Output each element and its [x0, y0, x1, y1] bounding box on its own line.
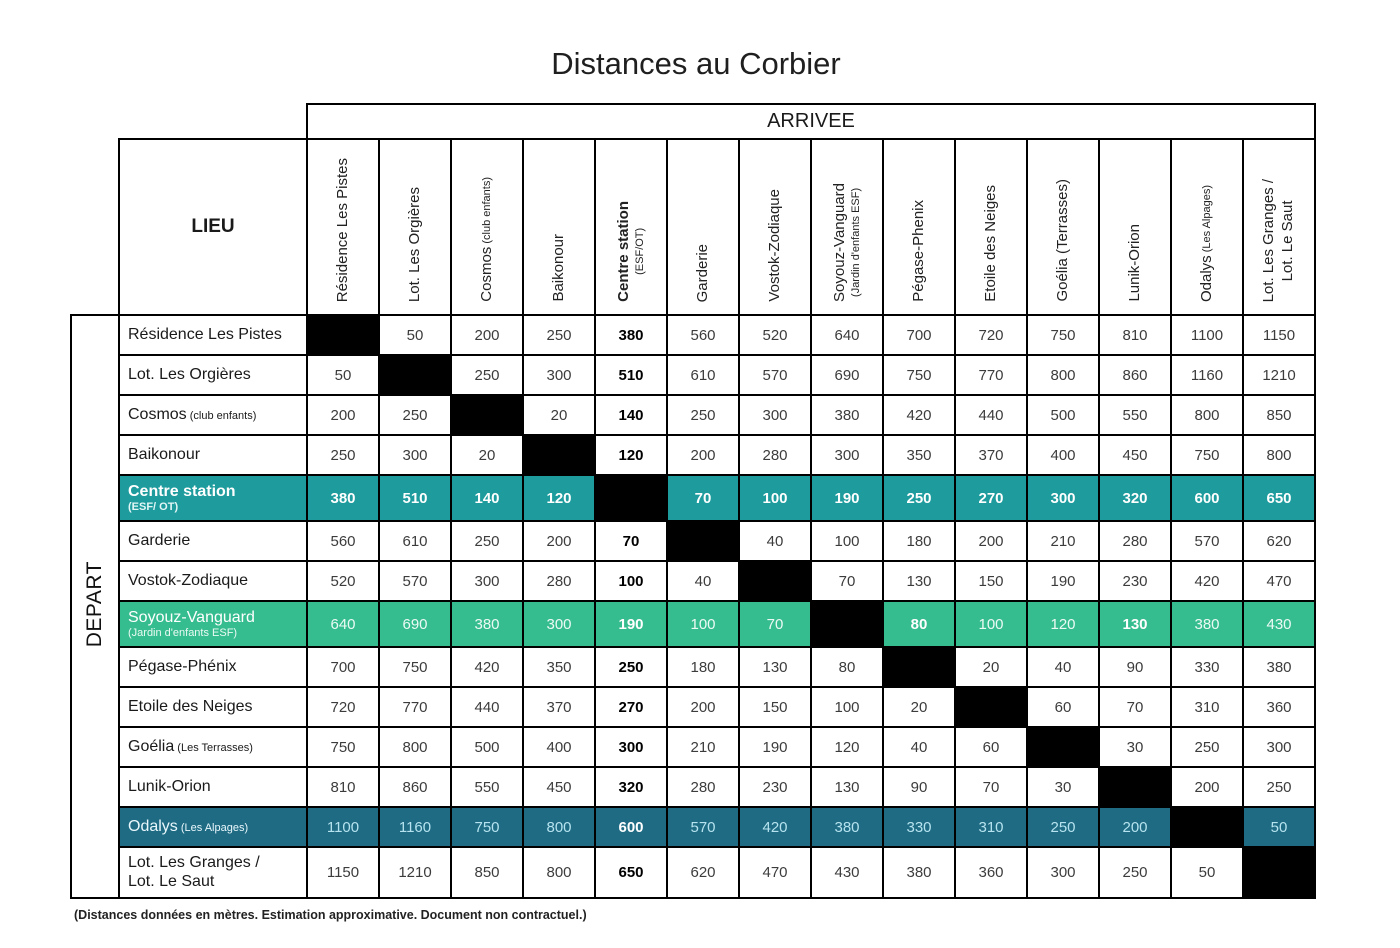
matrix-cell: 100 [595, 561, 667, 601]
matrix-cell: 560 [307, 521, 379, 561]
matrix-cell: 500 [1027, 395, 1099, 435]
matrix-cell: 800 [1171, 395, 1243, 435]
matrix-cell: 50 [307, 355, 379, 395]
table-row [71, 767, 1315, 807]
column-header-14: Lot. Les Granges / Lot. Le Saut [1243, 139, 1315, 315]
row-label: Garderie [119, 521, 307, 561]
corner-spacer [71, 139, 119, 315]
diagonal-cell [1171, 807, 1243, 847]
matrix-cell: 810 [1099, 315, 1171, 355]
matrix-cell: 120 [811, 727, 883, 767]
matrix-cell: 300 [811, 435, 883, 475]
matrix-cell: 100 [739, 475, 811, 521]
row-label: Odalys (Les Alpages) [119, 807, 307, 847]
matrix-cell: 380 [883, 847, 955, 898]
footnote: (Distances données en mètres. Estimation approximative. Document non contractuel.) [74, 908, 587, 922]
matrix-cell: 550 [1099, 395, 1171, 435]
row-label: Goélia (Les Terrasses) [119, 727, 307, 767]
matrix-cell: 300 [379, 435, 451, 475]
matrix-cell: 190 [595, 601, 667, 647]
matrix-cell: 1210 [1243, 355, 1315, 395]
matrix-cell: 1100 [307, 807, 379, 847]
diagonal-cell [1099, 767, 1171, 807]
matrix-cell: 270 [955, 475, 1027, 521]
matrix-cell: 40 [667, 561, 739, 601]
matrix-cell: 300 [595, 727, 667, 767]
matrix-cell: 750 [451, 807, 523, 847]
matrix-cell: 700 [883, 315, 955, 355]
matrix-cell: 30 [1099, 727, 1171, 767]
column-header-8: Soyouz-Vanguard (Jardin d'enfants ESF) [811, 139, 883, 315]
matrix-cell: 420 [883, 395, 955, 435]
matrix-cell: 860 [1099, 355, 1171, 395]
matrix-cell: 560 [667, 315, 739, 355]
matrix-cell: 1100 [1171, 315, 1243, 355]
matrix-cell: 250 [451, 355, 523, 395]
matrix-cell: 250 [523, 315, 595, 355]
column-header-10: Etoile des Neiges [955, 139, 1027, 315]
matrix-cell: 470 [1243, 561, 1315, 601]
matrix-cell: 190 [1027, 561, 1099, 601]
row-label: Lot. Les Orgières [119, 355, 307, 395]
matrix-cell: 70 [667, 475, 739, 521]
matrix-cell: 250 [451, 521, 523, 561]
matrix-cell: 310 [1171, 687, 1243, 727]
page-title: Distances au Corbier [551, 46, 841, 81]
matrix-cell: 370 [523, 687, 595, 727]
matrix-cell: 200 [1099, 807, 1171, 847]
matrix-cell: 250 [595, 647, 667, 687]
matrix-cell: 180 [667, 647, 739, 687]
matrix-cell: 800 [379, 727, 451, 767]
matrix-cell: 120 [595, 435, 667, 475]
matrix-cell: 450 [523, 767, 595, 807]
matrix-cell: 770 [379, 687, 451, 727]
column-header-2: Lot. Les Orgières [379, 139, 451, 315]
matrix-cell: 750 [1027, 315, 1099, 355]
matrix-cell: 320 [1099, 475, 1171, 521]
arrivee-row [71, 104, 1315, 139]
matrix-cell: 1160 [1171, 355, 1243, 395]
matrix-cell: 440 [451, 687, 523, 727]
matrix-cell: 420 [451, 647, 523, 687]
matrix-cell: 20 [955, 647, 1027, 687]
matrix-cell: 550 [451, 767, 523, 807]
matrix-cell: 360 [955, 847, 1027, 898]
matrix-cell: 100 [667, 601, 739, 647]
table-row [71, 847, 1315, 898]
matrix-cell: 500 [451, 727, 523, 767]
matrix-cell: 280 [1099, 521, 1171, 561]
matrix-cell: 520 [307, 561, 379, 601]
table-row [71, 727, 1315, 767]
table-row [71, 601, 1315, 647]
diagonal-cell [1243, 847, 1315, 898]
diagonal-cell [955, 687, 1027, 727]
matrix-cell: 280 [523, 561, 595, 601]
row-label: Baikonour [119, 435, 307, 475]
matrix-cell: 430 [811, 847, 883, 898]
matrix-cell: 270 [595, 687, 667, 727]
matrix-cell: 50 [379, 315, 451, 355]
matrix-cell: 40 [883, 727, 955, 767]
matrix-cell: 350 [883, 435, 955, 475]
diagonal-cell [883, 647, 955, 687]
matrix-cell: 130 [811, 767, 883, 807]
matrix-cell: 640 [307, 601, 379, 647]
matrix-cell: 350 [523, 647, 595, 687]
matrix-cell: 440 [955, 395, 1027, 435]
matrix-cell: 130 [1099, 601, 1171, 647]
matrix-cell: 190 [739, 727, 811, 767]
matrix-cell: 20 [883, 687, 955, 727]
column-header-4: Baikonour [523, 139, 595, 315]
matrix-cell: 420 [739, 807, 811, 847]
column-header-13: Odalys (Les Alpages) [1171, 139, 1243, 315]
matrix-cell: 190 [811, 475, 883, 521]
matrix-cell: 300 [739, 395, 811, 435]
row-label: Pégase-Phénix [119, 647, 307, 687]
row-label: Vostok-Zodiaque [119, 561, 307, 601]
matrix-cell: 800 [1243, 435, 1315, 475]
matrix-cell: 200 [1171, 767, 1243, 807]
matrix-cell: 600 [1171, 475, 1243, 521]
matrix-cell: 250 [379, 395, 451, 435]
matrix-cell: 280 [667, 767, 739, 807]
matrix-cell: 800 [1027, 355, 1099, 395]
matrix-cell: 720 [955, 315, 1027, 355]
lieu-header: LIEU [119, 139, 307, 315]
matrix-cell: 200 [307, 395, 379, 435]
row-label: Centre station (ESF/ OT) [119, 475, 307, 521]
matrix-cell: 850 [1243, 395, 1315, 435]
matrix-cell: 860 [379, 767, 451, 807]
arrivee-header: ARRIVEE [307, 104, 1315, 139]
matrix-cell: 200 [523, 521, 595, 561]
matrix-cell: 300 [1027, 475, 1099, 521]
diagonal-cell [1027, 727, 1099, 767]
matrix-cell: 750 [379, 647, 451, 687]
matrix-cell: 70 [739, 601, 811, 647]
column-header-12: Lunik-Orion [1099, 139, 1171, 315]
matrix-cell: 250 [667, 395, 739, 435]
column-header-11: Goélia (Terrasses) [1027, 139, 1099, 315]
depart-header: DEPART [71, 315, 119, 898]
matrix-cell: 100 [811, 521, 883, 561]
matrix-cell: 300 [523, 601, 595, 647]
matrix-cell: 380 [451, 601, 523, 647]
column-header-row [71, 139, 1315, 315]
diagonal-cell [523, 435, 595, 475]
matrix-cell: 250 [1099, 847, 1171, 898]
matrix-cell: 1150 [307, 847, 379, 898]
matrix-cell: 280 [739, 435, 811, 475]
matrix-cell: 300 [1027, 847, 1099, 898]
diagonal-cell [307, 315, 379, 355]
matrix-cell: 750 [307, 727, 379, 767]
matrix-cell: 90 [883, 767, 955, 807]
matrix-cell: 1150 [1243, 315, 1315, 355]
matrix-cell: 640 [811, 315, 883, 355]
matrix-cell: 250 [1027, 807, 1099, 847]
matrix-cell: 150 [739, 687, 811, 727]
matrix-cell: 620 [1243, 521, 1315, 561]
diagonal-cell [595, 475, 667, 521]
matrix-cell: 770 [955, 355, 1027, 395]
matrix-cell: 570 [739, 355, 811, 395]
table-row [71, 315, 1315, 355]
matrix-cell: 450 [1099, 435, 1171, 475]
matrix-cell: 230 [739, 767, 811, 807]
corner-spacer [71, 104, 307, 139]
matrix-cell: 250 [1243, 767, 1315, 807]
row-label: Lunik-Orion [119, 767, 307, 807]
matrix-cell: 50 [1171, 847, 1243, 898]
matrix-cell: 430 [1243, 601, 1315, 647]
matrix-cell: 20 [523, 395, 595, 435]
matrix-cell: 380 [1171, 601, 1243, 647]
matrix-cell: 130 [739, 647, 811, 687]
matrix-cell: 250 [307, 435, 379, 475]
matrix-cell: 380 [1243, 647, 1315, 687]
table-row [71, 521, 1315, 561]
diagonal-cell [451, 395, 523, 435]
matrix-cell: 120 [1027, 601, 1099, 647]
matrix-cell: 90 [1099, 647, 1171, 687]
matrix-cell: 370 [955, 435, 1027, 475]
matrix-cell: 800 [523, 847, 595, 898]
column-header-6: Garderie [667, 139, 739, 315]
table-row [71, 475, 1315, 521]
matrix-cell: 690 [811, 355, 883, 395]
diagonal-cell [811, 601, 883, 647]
matrix-cell: 200 [667, 435, 739, 475]
column-header-9: Pégase-Phenix [883, 139, 955, 315]
matrix-cell: 60 [1027, 687, 1099, 727]
matrix-cell: 250 [1171, 727, 1243, 767]
column-header-3: Cosmos (club enfants) [451, 139, 523, 315]
matrix-cell: 70 [595, 521, 667, 561]
matrix-cell: 230 [1099, 561, 1171, 601]
matrix-cell: 570 [667, 807, 739, 847]
matrix-cell: 40 [739, 521, 811, 561]
diagonal-cell [739, 561, 811, 601]
table-row [71, 687, 1315, 727]
matrix-cell: 610 [379, 521, 451, 561]
matrix-cell: 210 [667, 727, 739, 767]
matrix-cell: 20 [451, 435, 523, 475]
row-label: Cosmos (club enfants) [119, 395, 307, 435]
matrix-cell: 70 [811, 561, 883, 601]
matrix-cell: 200 [451, 315, 523, 355]
matrix-cell: 100 [955, 601, 1027, 647]
matrix-cell: 200 [955, 521, 1027, 561]
matrix-cell: 80 [811, 647, 883, 687]
column-header-7: Vostok-Zodiaque [739, 139, 811, 315]
matrix-cell: 310 [955, 807, 1027, 847]
table-row [71, 395, 1315, 435]
matrix-cell: 570 [1171, 521, 1243, 561]
matrix-cell: 380 [595, 315, 667, 355]
matrix-cell: 510 [379, 475, 451, 521]
matrix-cell: 850 [451, 847, 523, 898]
matrix-cell: 250 [883, 475, 955, 521]
matrix-cell: 570 [379, 561, 451, 601]
distance-matrix-table [70, 103, 1316, 899]
matrix-cell: 140 [451, 475, 523, 521]
matrix-cell: 300 [1243, 727, 1315, 767]
matrix-cell: 80 [883, 601, 955, 647]
table-row [71, 561, 1315, 601]
table-row [71, 647, 1315, 687]
matrix-cell: 300 [451, 561, 523, 601]
row-label: Résidence Les Pistes [119, 315, 307, 355]
matrix-cell: 720 [307, 687, 379, 727]
matrix-cell: 380 [307, 475, 379, 521]
diagonal-cell [379, 355, 451, 395]
matrix-cell: 300 [523, 355, 595, 395]
matrix-cell: 750 [1171, 435, 1243, 475]
matrix-cell: 600 [595, 807, 667, 847]
matrix-cell: 70 [1099, 687, 1171, 727]
matrix-cell: 70 [955, 767, 1027, 807]
matrix-cell: 610 [667, 355, 739, 395]
matrix-cell: 200 [667, 687, 739, 727]
table-row [71, 435, 1315, 475]
matrix-cell: 520 [739, 315, 811, 355]
row-label: Etoile des Neiges [119, 687, 307, 727]
matrix-cell: 50 [1243, 807, 1315, 847]
matrix-cell: 650 [595, 847, 667, 898]
column-header-1: Résidence Les Pistes [307, 139, 379, 315]
matrix-cell: 810 [307, 767, 379, 807]
matrix-cell: 400 [523, 727, 595, 767]
matrix-cell: 120 [523, 475, 595, 521]
row-label: Lot. Les Granges / Lot. Le Saut [119, 847, 307, 898]
table-row [71, 355, 1315, 395]
matrix-cell: 420 [1171, 561, 1243, 601]
matrix-cell: 470 [739, 847, 811, 898]
matrix-cell: 330 [883, 807, 955, 847]
matrix-cell: 180 [883, 521, 955, 561]
matrix-cell: 360 [1243, 687, 1315, 727]
matrix-cell: 30 [1027, 767, 1099, 807]
matrix-cell: 210 [1027, 521, 1099, 561]
row-label: Soyouz-Vanguard (Jardin d'enfants ESF) [119, 601, 307, 647]
diagonal-cell [667, 521, 739, 561]
matrix-cell: 100 [811, 687, 883, 727]
matrix-cell: 750 [883, 355, 955, 395]
matrix-cell: 510 [595, 355, 667, 395]
matrix-cell: 60 [955, 727, 1027, 767]
matrix-cell: 700 [307, 647, 379, 687]
matrix-cell: 380 [811, 395, 883, 435]
matrix-cell: 400 [1027, 435, 1099, 475]
column-header-5: Centre station (ESF/OT) [595, 139, 667, 315]
matrix-cell: 1210 [379, 847, 451, 898]
matrix-cell: 690 [379, 601, 451, 647]
matrix-cell: 130 [883, 561, 955, 601]
matrix-cell: 320 [595, 767, 667, 807]
matrix-cell: 140 [595, 395, 667, 435]
matrix-cell: 650 [1243, 475, 1315, 521]
matrix-cell: 1160 [379, 807, 451, 847]
matrix-cell: 40 [1027, 647, 1099, 687]
matrix-cell: 330 [1171, 647, 1243, 687]
matrix-cell: 800 [523, 807, 595, 847]
matrix-cell: 620 [667, 847, 739, 898]
matrix-cell: 150 [955, 561, 1027, 601]
table-row [71, 807, 1315, 847]
matrix-cell: 380 [811, 807, 883, 847]
